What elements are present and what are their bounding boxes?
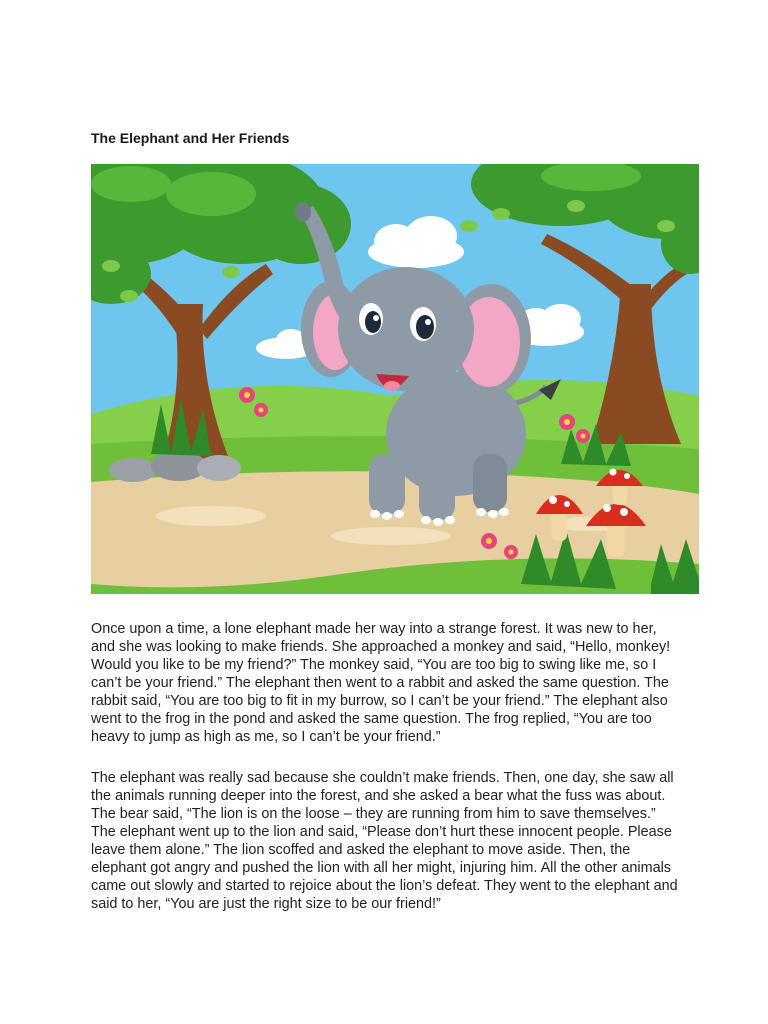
elephant-forest-scene xyxy=(91,164,699,594)
story-paragraph: Once upon a time, a lone elephant made her way into a strange forest. It was new to her, and she was looking to make friends. She approached a monkey and said, “Hello, monkey! Would you like to be my friend?” The monkey said, “You are too big to swing like me, so I can’t be your friend.” The elephant then went to a rabbit and asked the same question. The rabbit said, “You are too big to fit in my burrow, so I can’t be your friend.” The elephant also went to the frog in the pond and asked the same question. The frog replied, “You are too heavy to jump as high as me, so I can’t be your friend.” xyxy=(91,621,671,745)
elephant-illustration xyxy=(91,164,699,594)
story-title: The Elephant and Her Friends xyxy=(91,130,290,146)
story-paragraph: The elephant was really sad because she couldn’t make friends. Then, one day, she saw all the animals running deeper into the forest, and she asked a bear what the fuss was about. The bear said, “The lion is on the loose – they are running from him to save themselves.” The elephant went up to the lion and said, “Please don’t hurt these innocent people. Please leave them alone.” The lion scoffed and asked the elephant to move aside. Then, the elephant got angry and pushed the lion with all her might, injuring him. All the other animals came out slowly and started to rejoice about the lion’s defeat. They went to the elephant and said to her, “You are just the right size to be our friend!” xyxy=(91,770,678,912)
